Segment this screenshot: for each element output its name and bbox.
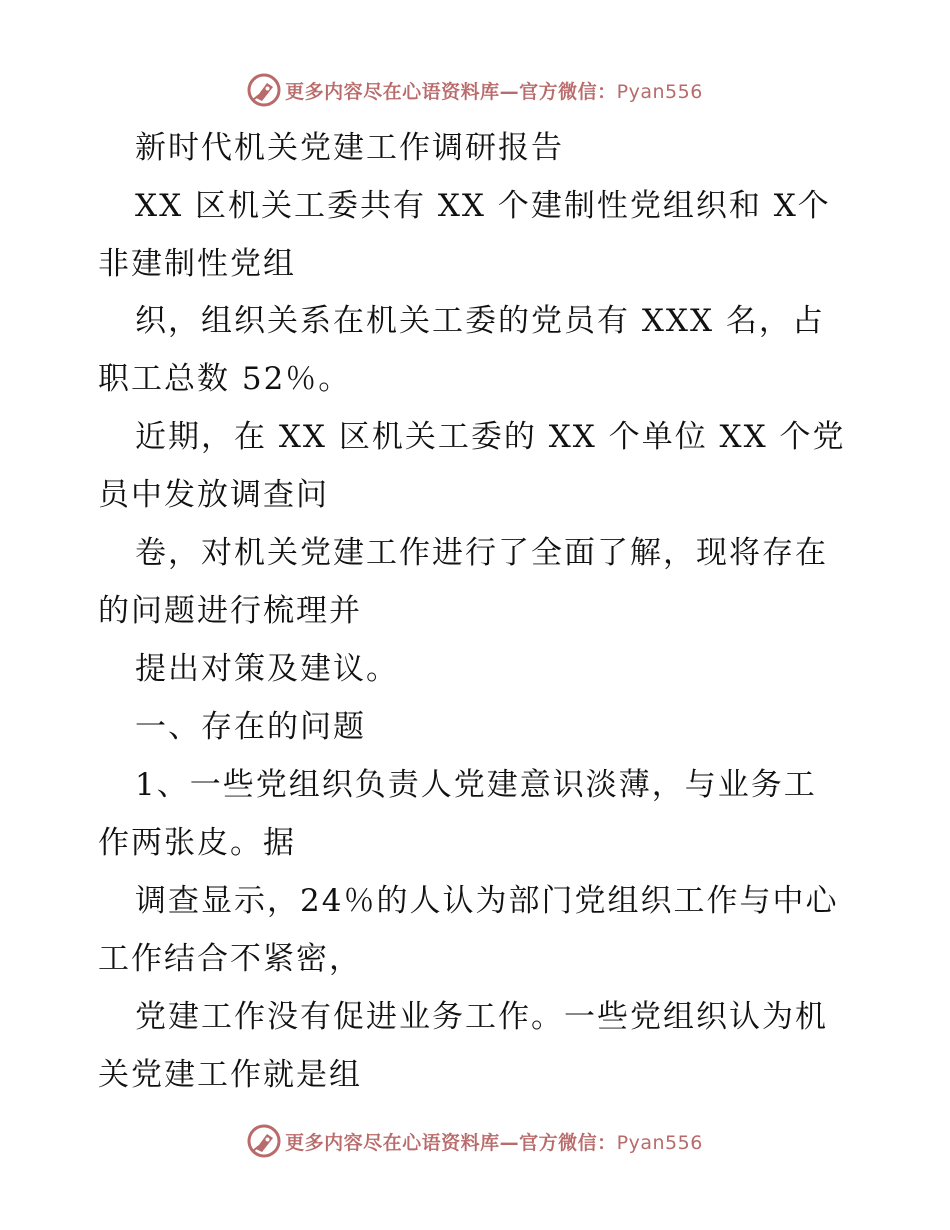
pen-nib-logo-icon xyxy=(247,1124,281,1158)
paragraph-line: 近期，在 XX 区机关工委的 XX 个单位 XX 个党 xyxy=(135,419,846,455)
paragraph-line: 提出对策及建议。 xyxy=(135,651,399,687)
section-heading: 一、存在的问题 xyxy=(135,709,366,745)
header-banner xyxy=(0,70,950,110)
paragraph-line: 工作结合不紧密， xyxy=(98,941,362,977)
header-banner-text xyxy=(285,77,703,104)
paragraph-line: 织，组织关系在机关工委的党员有 XXX 名，占 xyxy=(135,303,825,339)
paragraph-line: 1、一些党组织负责人党建意识淡薄，与业务工 xyxy=(135,767,817,803)
paragraph-line: 关党建工作就是组 xyxy=(98,1057,362,1093)
footer-banner-label: 更多内容尽在心语资料库—官方微信： xyxy=(285,1131,617,1154)
footer-banner xyxy=(0,1121,950,1161)
paragraph-line: 职工总数 52％。 xyxy=(98,361,352,397)
pen-nib-logo-icon xyxy=(247,73,281,107)
paragraph-line: XX 区机关工委共有 XX 个建制性党组织和 X个 xyxy=(135,188,831,224)
paragraph-line: 调查显示，24％的人认为部门党组织工作与中心 xyxy=(135,883,839,919)
footer-wechat-id: Pyan556 xyxy=(616,1131,703,1154)
header-banner-label: 更多内容尽在心语资料库—官方微信： xyxy=(285,80,617,103)
paragraph-line: 作两张皮。据 xyxy=(98,825,296,861)
header-wechat-id: Pyan556 xyxy=(616,80,703,103)
paragraph-line: 非建制性党组 xyxy=(98,246,296,282)
paragraph-line: 的问题进行梳理并 xyxy=(98,593,362,629)
paragraph-line: 党建工作没有促进业务工作。一些党组织认为机 xyxy=(135,999,828,1035)
paragraph-line: 员中发放调查问 xyxy=(98,477,329,513)
paragraph-line: 卷，对机关党建工作进行了全面了解，现将存在 xyxy=(135,535,828,571)
document-title: 新时代机关党建工作调研报告 xyxy=(135,130,564,166)
footer-banner-text xyxy=(285,1128,703,1155)
